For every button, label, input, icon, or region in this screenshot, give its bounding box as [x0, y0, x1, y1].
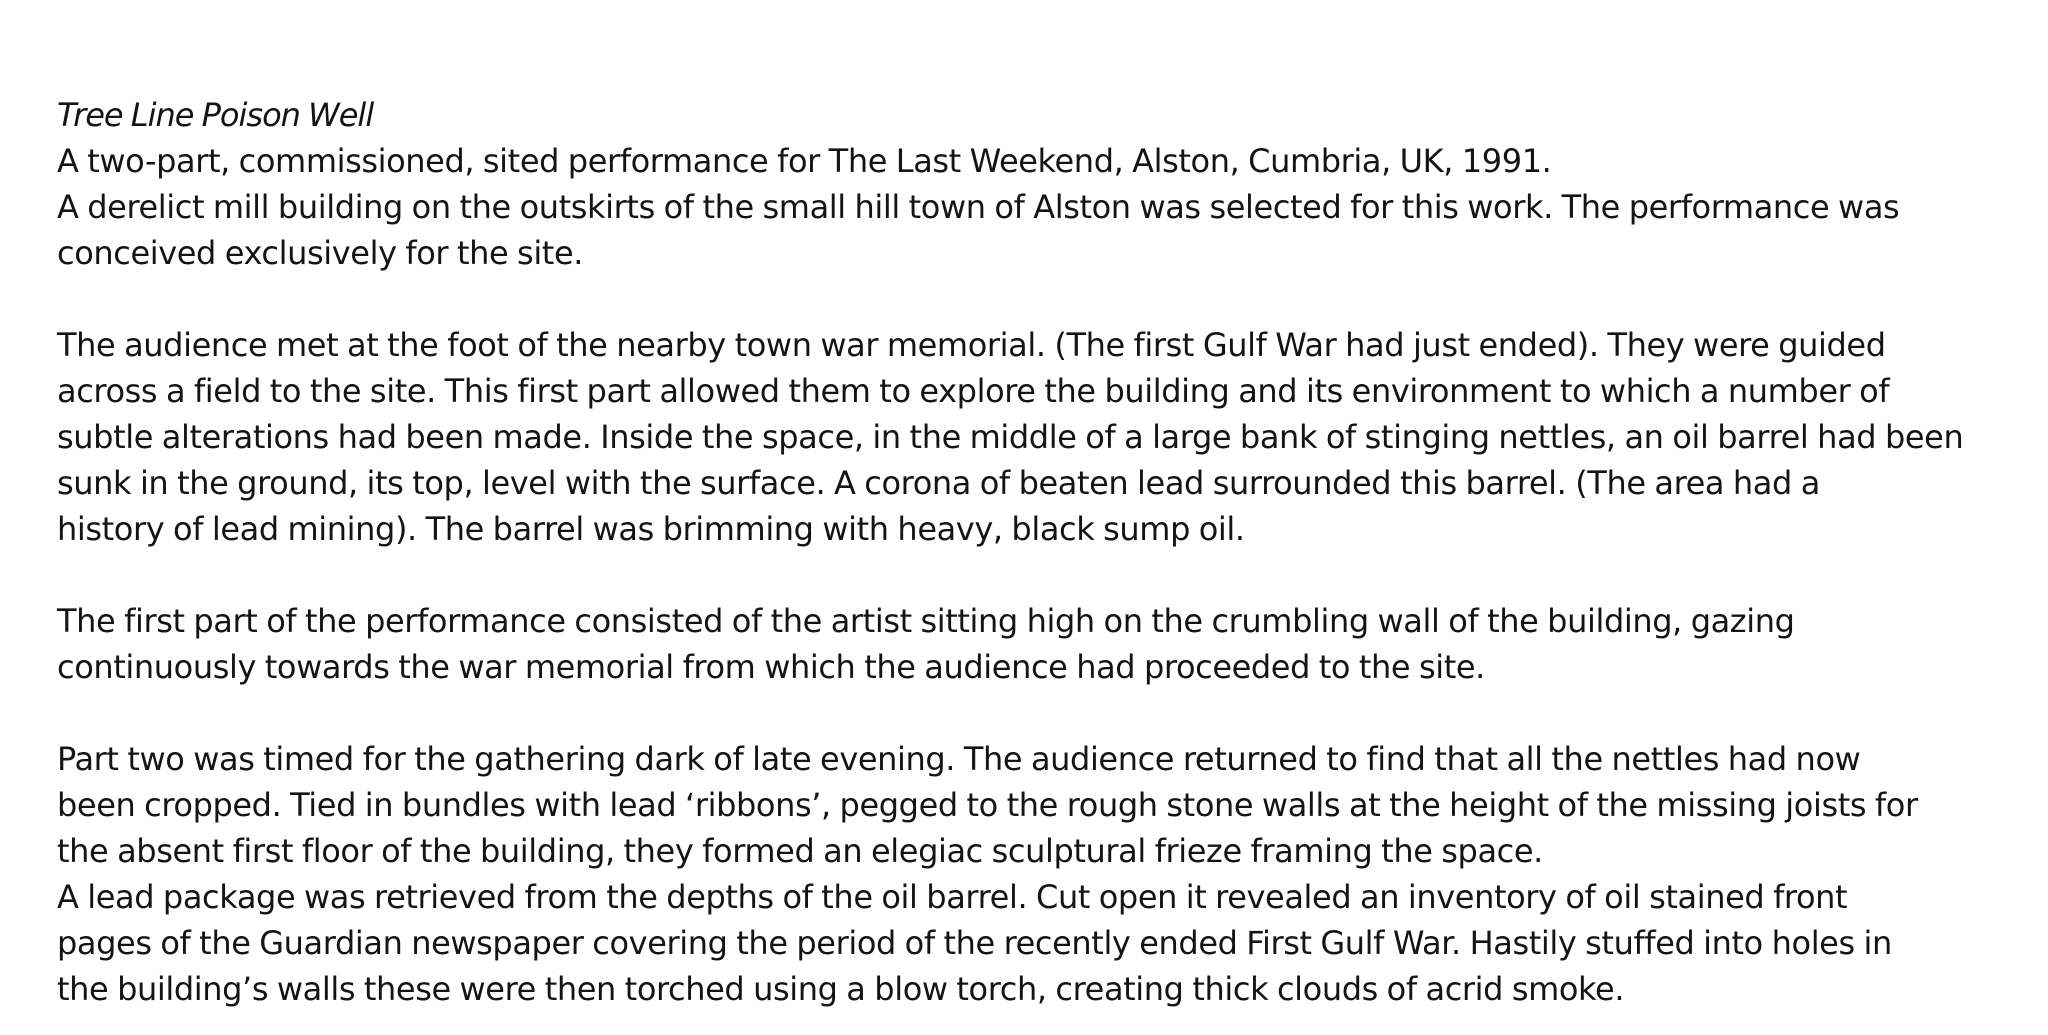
- paragraph-line: subtle alterations had been made. Inside the space, in the middle of a large bank of stinging nettles, an oil barrel had been: [57, 418, 1964, 456]
- document-title: Tree Line Poison Well: [57, 96, 374, 134]
- paragraph-spacer: [57, 552, 2007, 598]
- paragraph-spacer: [57, 690, 2007, 736]
- document-subtitle: A two-part, commissioned, sited performance for The Last Weekend, Alston, Cumbria, UK, 1991.: [57, 142, 1552, 180]
- paragraph-line: pages of the Guardian newspaper covering the period of the recently ended First Gulf War. Hastily stuffed into holes in: [57, 924, 1892, 962]
- paragraph-line: Part two was timed for the gathering dark of late evening. The audience returned to find that all the nettles had now: [57, 740, 1861, 778]
- paragraph-line: A derelict mill building on the outskirts of the small hill town of Alston was selected for this work. The performance was: [57, 188, 1900, 226]
- paragraph-line: continuously towards the war memorial from which the audience had proceeded to the site.: [57, 648, 1485, 686]
- paragraph-line: The first part of the performance consisted of the artist sitting high on the crumbling wall of the building, gazing: [57, 602, 1795, 640]
- paragraph-line: the building’s walls these were then torched using a blow torch, creating thick clouds of acrid smoke.: [57, 970, 1625, 1008]
- paragraph-line: A lead package was retrieved from the depths of the oil barrel. Cut open it revealed an inventory of oil stained front: [57, 878, 1848, 916]
- paragraph-line: the absent first floor of the building, they formed an elegiac sculptural frieze framing the space.: [57, 832, 1543, 870]
- paragraph-line: sunk in the ground, its top, level with the surface. A corona of beaten lead surrounded this barrel. (The area had a: [57, 464, 1820, 502]
- paragraph-part-one: [57, 598, 2007, 690]
- paragraph-line: been cropped. Tied in bundles with lead ‘ribbons’, pegged to the rough stone walls at the height of the missing joists for: [57, 786, 1918, 824]
- paragraph-lead-package: [57, 874, 2007, 1012]
- paragraph-line: history of lead mining). The barrel was brimming with heavy, black sump oil.: [57, 510, 1245, 548]
- paragraph-audience-arrival: [57, 322, 2007, 552]
- paragraph-line: conceived exclusively for the site.: [57, 234, 584, 272]
- paragraph-site-description: [57, 184, 2007, 276]
- paragraph-part-two: [57, 736, 2007, 874]
- paragraph-line: The audience met at the foot of the nearby town war memorial. (The first Gulf War had just ended). They were guided: [57, 326, 1886, 364]
- document-body: [57, 92, 2007, 1012]
- paragraph-spacer: [57, 276, 2007, 322]
- paragraph-line: across a field to the site. This first part allowed them to explore the building and its environment to which a number of: [57, 372, 1890, 410]
